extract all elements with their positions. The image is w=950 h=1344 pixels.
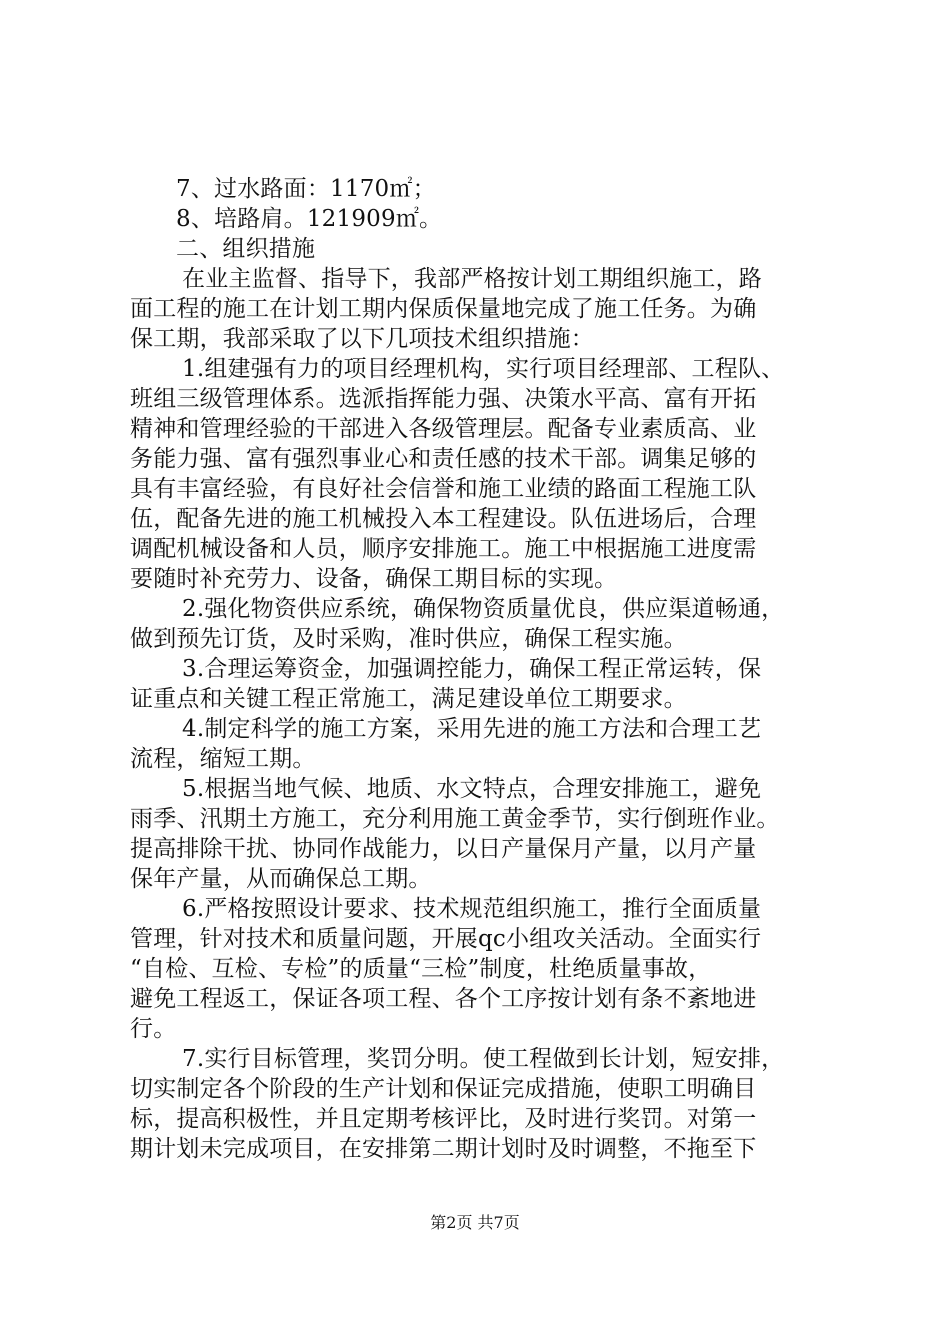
paragraph-line: 做到预先订货，及时采购，准时供应，确保工程实施。 (130, 626, 687, 652)
paragraph-line: 提高排除干扰、协同作战能力，以日产量保月产量，以月产量 (130, 836, 757, 862)
paragraph-line: 4.制定科学的施工方案，采用先进的施工方法和合理工艺 (182, 716, 762, 742)
paragraph-line: 流程，缩短工期。 (130, 746, 316, 772)
paragraph-line: 具有丰富经验，有良好社会信誉和施工业绩的路面工程施工队 (130, 476, 757, 502)
paragraph-line: 雨季、汛期土方施工，充分利用施工黄金季节，实行倒班作业。 (130, 806, 780, 832)
paragraph-line: 在业主监督、指导下，我部严格按计划工期组织施工，路 (182, 266, 762, 292)
page-number: 第2页 共7页 (430, 1213, 520, 1232)
list-item: 7、过水路面：1170㎡； (176, 176, 436, 202)
paragraph-line: 避免工程返工，保证各项工程、各个工序按计划有条不紊地进 (130, 986, 757, 1012)
paragraph-line: 要随时补充劳力、设备，确保工期目标的实现。 (130, 566, 618, 592)
paragraph-line: 行。 (130, 1016, 177, 1042)
paragraph-line: 切实制定各个阶段的生产计划和保证完成措施，使职工明确目 (130, 1076, 757, 1102)
paragraph-line: 精神和管理经验的干部进入各级管理层。配备专业素质高、业 (130, 416, 757, 442)
paragraph-line: 2.强化物资供应系统，确保物资质量优良，供应渠道畅通， (182, 596, 785, 622)
section-heading: 二、组织措施 (176, 236, 316, 262)
paragraph-line: 伍，配备先进的施工机械投入本工程建设。队伍进场后，合理 (130, 506, 757, 532)
paragraph-line: 证重点和关键工程正常施工，满足建设单位工期要求。 (130, 686, 687, 712)
paragraph-line: 6.严格按照设计要求、技术规范组织施工，推行全面质量 (182, 896, 762, 922)
paragraph-line: 保工期，我部采取了以下几项技术组织措施： (130, 326, 594, 352)
list-item: 8、培路肩。121909㎡。 (176, 206, 443, 232)
paragraph-line: 班组三级管理体系。选派指挥能力强、决策水平高、富有开拓 (130, 386, 757, 412)
paragraph-line: 调配机械设备和人员，顺序安排施工。施工中根据施工进度需 (130, 536, 757, 562)
paragraph-line: 保年产量，从而确保总工期。 (130, 866, 432, 892)
paragraph-line: 管理，针对技术和质量问题，开展qc小组攻关活动。全面实行 (130, 926, 762, 952)
paragraph-line: 面工程的施工在计划工期内保质保量地完成了施工任务。为确 (130, 296, 757, 322)
paragraph-line: 3.合理运筹资金，加强调控能力，确保工程正常运转，保 (182, 656, 762, 682)
paragraph-line: 标，提高积极性，并且定期考核评比，及时进行奖罚。对第一 (130, 1106, 757, 1132)
paragraph-line: 7.实行目标管理，奖罚分明。使工程做到长计划，短安排， (182, 1046, 785, 1072)
paragraph-line: 期计划未完成项目，在安排第二期计划时及时调整，不拖至下 (130, 1136, 757, 1162)
paragraph-line: 务能力强、富有强烈事业心和责任感的技术干部。调集足够的 (130, 446, 757, 472)
paragraph-line: 5.根据当地气候、地质、水文特点，合理安排施工，避免 (182, 776, 762, 802)
paragraph-line: 1.组建强有力的项目经理机构，实行项目经理部、工程队、 (182, 356, 785, 382)
document-body (130, 174, 830, 1164)
paragraph-line: “自检、互检、专检”的质量“三检”制度，杜绝质量事故， (130, 956, 712, 982)
